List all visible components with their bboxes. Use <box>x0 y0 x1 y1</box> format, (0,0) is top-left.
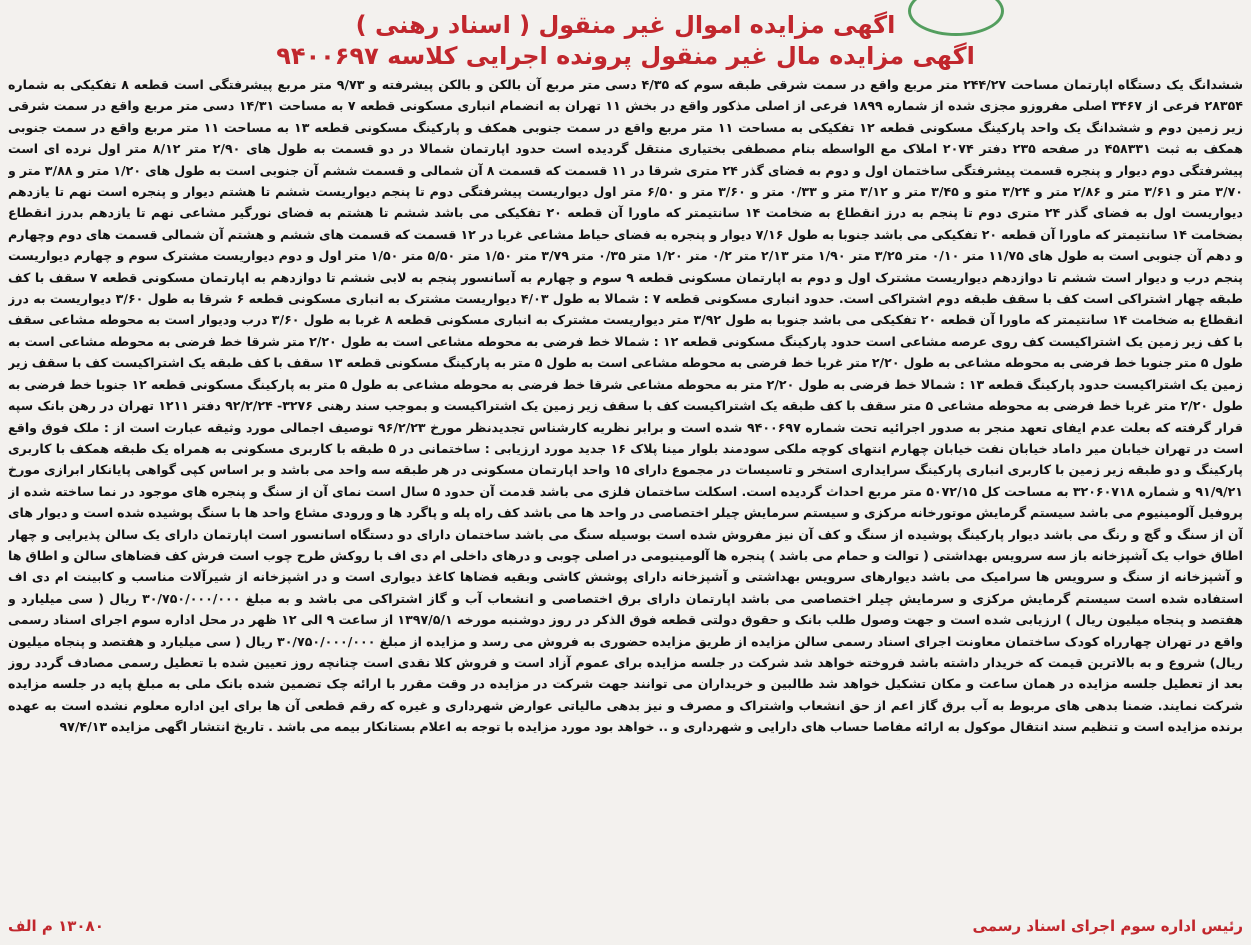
notice-footer <box>8 913 1243 939</box>
signature-line: رئیس اداره سوم اجرای اسناد رسمی <box>972 917 1243 935</box>
notice-body: ششدانگ یک دستگاه اپارتمان مساحت ۲۴۴/۲۷ متر مربع واقع در سمت شرقی طبقه سوم که ۴/۳۵ دسی متر مربع آن بالکن و بالکن پیشرفته و ۹/۷۳ متر مربع پیشرفتگی است قطعه ۸ تفکیکی به شماره ۲۸۳۵۴ فرعی از ۳۴۶۷ اصلی مفروزو مجزی شده از شماره ۱۸۹۹ فرعی از اصلی مذکور واقع در بخش ۱۱ تهران به انضمام انباری مسکونی قطعه ۷ به مساحت ۱۴/۳۱ دسی متر مربع واقع در سمت شرقی زیر زمین دوم و ششدانگ یک واحد پارکینگ مسکونی قطعه ۱۲ تفکیکی به مساحت ۱۱ متر مربع واقع در سمت جنوبی همکف و پارکینگ مسکونی قطعه ۱۳ به مساحت ۱۱ متر مربع واقع در سمت جنوبی همکف به ثبت ۴۵۸۳۳۱ در صفحه ۲۳۵ دفتر ۲۰۷۴ املاک مع الواسطه بنام مصطفی بختیاری منتقل گردیده است حدود اپارتمان شمالا در دو قسمت به طول های ۲/۹۰ متر ۸/۱۲ متر اول نرده ای است پیشرفتگی دوم دیوار و پنجره قسمت پیشرفتگی ساختمان اول و دوم به فضای گذر ۲۴ متری شرقا در ۱۱ قسمت که قسمت ۸ آن شمالی و قسمت ششم آن جنوبی است به طول های ۱/۲۰ متر و ۳/۸۸ متر و ۳/۷۰ متر و ۳/۶۱ متر و ۲/۸۶ متر و ۳/۲۴ متو و ۳/۴۵ متر و ۳/۱۲ متر و ۰/۳۳ متر و ۳/۶۰ متر و ۶/۵۰ متر اول دیواریست پیشرفتگی دوم تا پنجم دیواریست ششم تا هشتم دیوار و پنجره است نهم تا یازدهم دیواریست اول به فضای گذر ۲۴ متری دوم تا پنجم به درز انقطاع به ضخامت ۱۴ سانتیمتر که ماورا آن قطعه ۲۰ تفکیکی می باشد ششم تا هشتم به فضای نورگیر مشاعی نهم تا یازدهم بدرز انقطاع بضخامت ۱۴ سانتیمتر که ماورا آن قطعه ۲۰ تفکیکی می باشد جنوبا به طول ۷/۱۶ دیوار و پنجره به فضای حیاط مشاعی غربا در ۱۲ قسمت که قسمت های ششم و هشتم آن شمالی قسمت های دوم وچهارم و دهم آن جنوبی است به طول های ۱۱/۷۵ متر ۰/۱۰ متر ۳/۲۵ متر ۱/۹۰ متر ۲/۱۳ متر ۰/۲ متر ۱/۲۰ متر ۰/۳۵ متر ۳/۷۹ متر ۱/۵۰ متر ۵/۵۰ متر ۱/۵۰ متر اول و دوم دیواریست مشترک سوم و چهارم دیواریست پنجم درب و دیوار است ششم تا دوازدهم دیواریست مشترک اول و دوم به اپارتمان مسکونی قطعه ۹ سوم و چهارم به آسانسور پنجم به لابی ششم تا دوازدهم به اپارتمان مسکونی قطعه ۷ سقف با کف طبقه چهار اشتراکی است کف با سقف طبقه دوم اشتراکی است. حدود انباری مسکونی قطعه ۷ : شمالا به طول ۴/۰۳ دیواریست مشترک به انباری مسکونی قطعه ۶ شرقا به طول ۳/۶۰ دیواریست به درز انقطاع به ضخامت ۱۴ سانتیمتر که ماورا آن قطعه ۲۰ تفکیکی می باشد جنوبا به طول ۳/۹۲ متر دیواریست مشترک به انباری مسکونی قطعه ۸ غربا به طول ۳/۶۰ درب ودیوار است به محوطه مشاعی سقف با کف زیر زمین یک اشتراکیست کف روی عرصه مشاعی است حدود پارکینگ مسکونی قطعه ۱۲ : شمالا خط فرضی به محوطه مشاعی است به طول ۲/۲۰ متر شرقا خط فرضی به محوطه مشاعی است به طول ۵ متر جنوبا خط فرضی به محوطه مشاعی به طول ۲/۲۰ متر غربا خط فرضی به محوطه مشاعی است به طول ۵ متر به پارکینگ مسکونی قطعه ۱۳ سقف با کف طبقه یک اشتراکیست کف با سقف زیر زمین یک اشتراکیست حدود پارکینگ قطعه ۱۳ : شمالا خط فرضی به طول ۲/۲۰ متر به محوطه مشاعی شرقا خط فرضی به محوطه مشاعی به طول ۵ متر به پارکینگ مسکونی قطعه ۱۲ جنوبا خط فرضی به طول ۲/۲۰ متر غربا خط فرضی به محوطه مشاعی ۵ متر سقف با کف طبقه یک اشتراکیست کف با سقف زیر زمین یک اشتراکیست و بموجب سند رهنی ۳۲۷۶- ۹۲/۲/۲۴ دفتر ۱۲۱۱ تهران در رهن بانک سپه قرار گرفته که بعلت عدم ایفای تعهد منجر به صدور اجرائیه تحت شماره ۹۴۰۰۶۹۷ شده است و برابر نظریه کارشناس تجدیدنظر مورخ ۹۶/۲/۲۳ توصیف اجمالی مورد وثیقه عبارت است از : ملک فوق واقع است در تهران خیابان میر داماد خیابان نفت خیابان چهارم انتهای کوچه ملکی سودمند بلوار مینا پلاک ۱۶ جدید مورد ارزیابی : ساختمانی در ۵ طبقه با کاربری مسکونی به همراه یک طبقه همکف با کاربری پارکینگ و دو طبقه زیر زمین با کاربری انباری پارکینگ سرایداری استخر و تاسیسات در مجموع دارای ۱۵ واحد اپارتمان مسکونی در هر طبقه سه واحد می باشد و بر اساس کپی گواهی پایانکار ابرازی مورخ ۹۱/۹/۲۱ و شماره ۳۲۰۶۰۷۱۸ به مساحت کل ۵۰۷۲/۱۵ متر مربع احداث گردیده است. اسکلت ساختمان فلزی می باشد قدمت آن حدود ۵ سال است نمای آن از سنگ و پنجره های موجود در نما ساخته شده از پروفیل آلومینیوم می باشد سیستم گرمایش موتورخانه مرکزی و سیستم سرمایش چیلر اختصاصی در واحد ها می باشد کف راه پله و پاگرد ها و ورودی مشاع واحد ها با سنگ پوشیده شده است و دیوار های آن از سنگ و گچ و رنگ می باشد دیوار پارکینگ پوشیده از سنگ و کف آن نیز مفروش شده است بوسیله سنگ می باشد ساختمان دارای دو دستگاه اسانسور است اپارتمان دارای یک سالن پذیرایی و چهار اطاق خواب یک آشپزخانه باز سه سرویس بهداشتی ( توالت و حمام می باشد ) پنجره ها آلومینیومی در اصلی چوبی و درهای داخلی ام دی اف با روکش طرح چوب است فرش کف فضاهای سالن و اطاق ها و آشپزخانه از سنگ و سرویس ها سرامیک می باشد دیوارهای سرویس بهداشتی و آشپزخانه دارای پوشش کاشی وبقیه فضاها کاغذ دیواری است و در اشپزخانه از شیرآلات مناسب و کابینت ام دی اف استفاده شده است سیستم گرمایش مرکزی و سرمایش چیلر اختصاصی می باشد اپارتمان دارای برق اختصاصی و انشعاب آب و گاز اشتراکی می باشد و به مبلغ ۳۰/۷۵۰/۰۰۰/۰۰۰ ریال ( سی میلیارد و هفتصد و پنجاه میلیون ریال ) ارزیابی شده است و جهت وصول طلب بانک و حقوق دولتی قطعه فوق الذکر در روز دوشنبه مورخه ۱۳۹۷/۵/۱ از ساعت ۹ الی ۱۲ ظهر در محل اداره سوم اجرای اسناد رسمی واقع در تهران چهارراه کودک ساختمان معاونت اجرای اسناد رسمی سالن مزایده از طریق مزایده حضوری به فروش می رسد و مزایده از مبلغ ۳۰/۷۵۰/۰۰۰/۰۰۰ ریال ( سی میلیارد و هفتصد و پنجاه میلیون ریال) شروع و به بالاترین قیمت که خریدار داشته باشد فروخته خواهد شد شرکت در جلسه مزایده برای عموم آزاد است و فروش کلا نقدی است چنانچه روز تعیین شده با تعطیل رسمی مصادف گردد روز بعد از تعطیل جلسه مزایده در همان ساعت و مکان تشکیل خواهد شد طالبین و خریداران می توانند جهت شرکت در مزایده در وقت مقرر با ارائه چک تضمین شده بانک ملی به مبلغ پایه در جلسه مزایده شرکت نمایند. ضمنا بدهی های مربوط به آب برق گاز اعم از حق انشعاب واشتراک و مصرف و نیز بدهی مالیاتی عوارض شهرداری و غیره که رقم قطعی آن ها برای این اداره معلوم نشده است به عهده برنده مزایده است و تنظیم سند انتقال موکول به ارائه مفاصا حساب های دارایی و شهرداری و .. خواهد بود مورد مزایده با توجه به اعلام بستانکار بیمه می باشد . تاریخ انتشار اگهی مزایده ۹۷/۴/۱۳ <box>8 77 1243 735</box>
publication-code: ۱۳۰۸۰ م الف <box>8 917 104 935</box>
notice-title: اگهی مزایده اموال غیر منقول ( اسناد رهنی ) <box>355 11 896 39</box>
notice-subtitle: اگهی مزایده مال غیر منقول پرونده اجرایی کلاسه ۹۴۰۰۶۹۷ <box>276 42 975 70</box>
